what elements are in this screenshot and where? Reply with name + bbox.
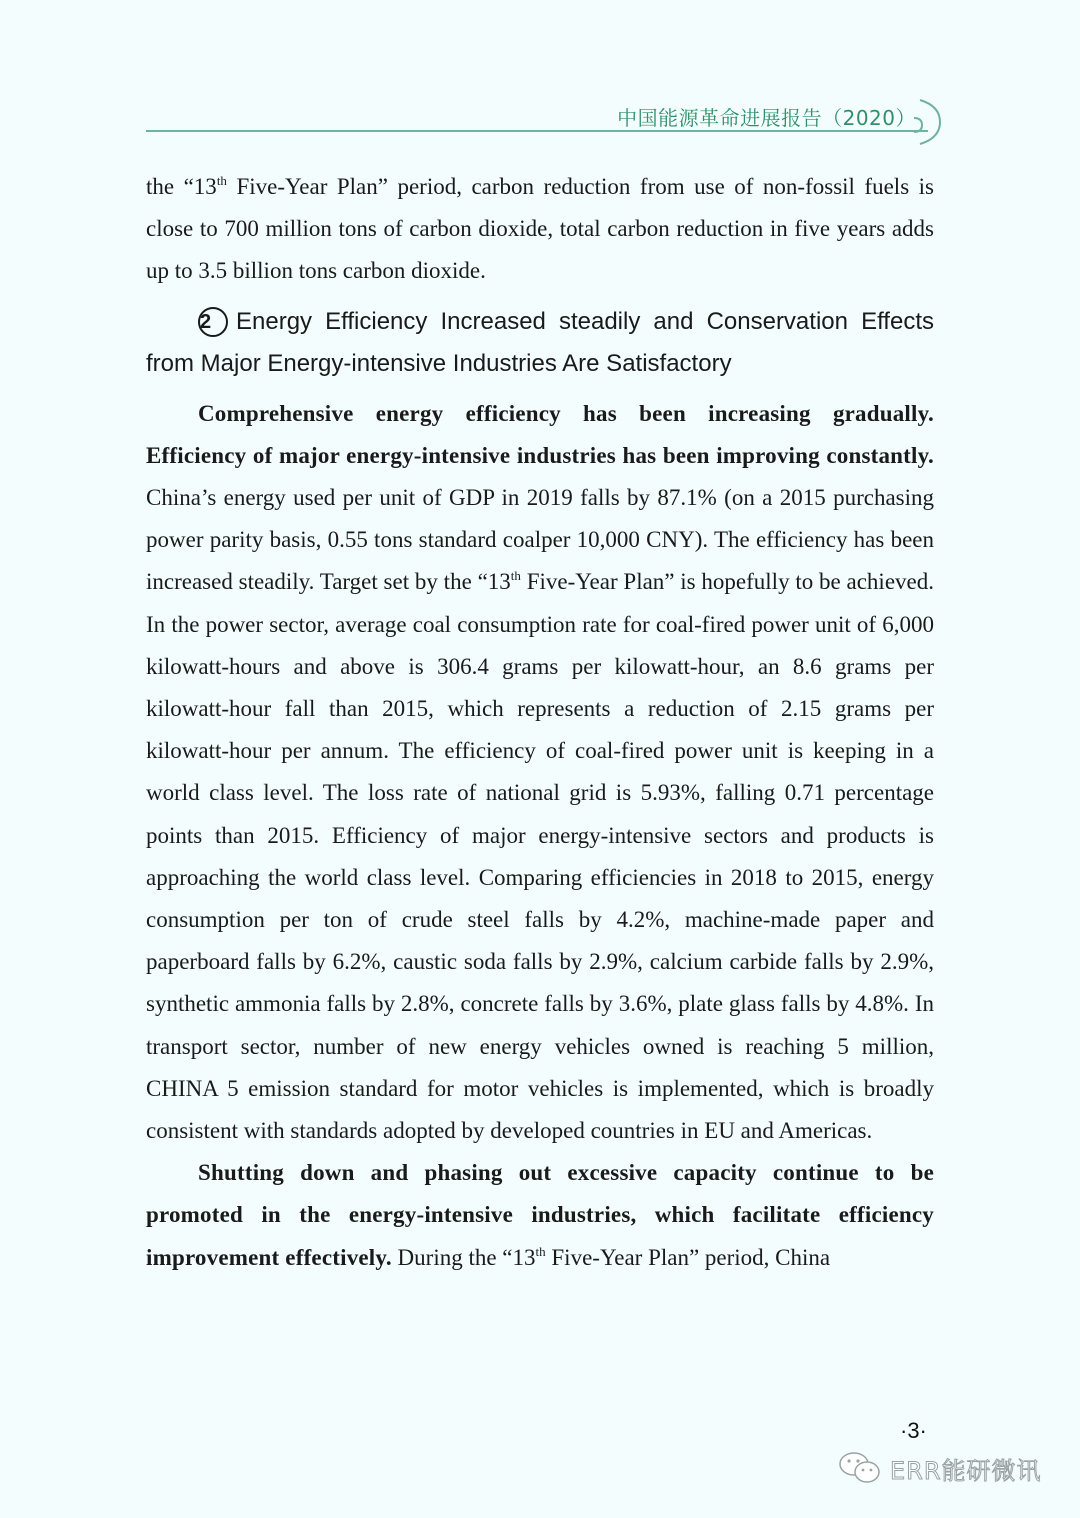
section-heading-text: Energy Efficiency Increased steadily and Conservation Effects from Major Energy-intensive Industries Are Satisfactory <box>146 307 934 377</box>
text-run: China’s energy used per unit of GDP in 2019 falls by 87.1% (on a 2015 purchasing power parity basis, 0.55 tons standard coalper 10,000 CNY). The efficiency has been increased steadily. Target set by the “13 <box>146 485 934 595</box>
text-run: Five-Year Plan” is hopefully to be achieved. In the power sector, average coal consumption rate for coal-fired power unit of 6,000 kilowatt-hours and above is 306.4 grams per kilowatt-hour, an 8.6 grams per kilowatt-hour fall than 2015, which represents a reduction of 2.15 grams per kilowatt-hour per annum. The efficiency of coal-fired power unit is keeping in a world class level. The loss rate of national grid is 5.93%, falling 0.71 percentage points than 2015. Efficiency of major energy-intensive sectors and products is approaching the world class level. Comparing efficiencies in 2018 to 2015, energy consumption per ton of crude steel falls by 4.2%, machine-made paper and paperboard falls by 6.2%, caustic soda falls by 2.9%, calcium carbide falls by 2.9%, synthetic ammonia falls by 2.8%, concrete falls by 3.6%, plate glass falls by 4.8%. In transport sector, number of new energy vehicles owned is reaching 5 million, CHINA 5 emission standard for motor vehicles is implemented, which is broadly consistent with standards adopted by developed countries in EU and Americas. <box>146 569 934 1144</box>
running-header <box>146 96 946 146</box>
report-title: 中国能源革命进展报告（2020） <box>617 106 916 130</box>
header-rule <box>146 130 928 132</box>
section-heading <box>146 301 934 385</box>
text-run: the “13 <box>146 174 217 199</box>
document-body <box>146 166 934 1279</box>
ordinal-suffix: th <box>216 173 227 188</box>
ordinal-suffix: th <box>535 1243 546 1259</box>
paragraph-energy-efficiency <box>146 393 934 1153</box>
text-run: Five-Year Plan” period, carbon reduction from use of non-fossil fuels is close to 700 million tons of carbon dioxide, total carbon reduction in five years adds up to 3.5 billion tons carbon dioxide. <box>146 174 934 284</box>
text-run: During the “13 <box>391 1244 536 1270</box>
header-bracket-decoration <box>906 96 946 146</box>
ordinal-suffix: th <box>510 568 521 584</box>
paragraph-lead: Shutting down and phasing out excessive capacity continue to be promoted in the energy-intensive industries, which facilitate efficiency improvement effectively. <box>146 1160 934 1270</box>
wechat-icon <box>838 1450 882 1486</box>
watermark <box>838 1450 1042 1486</box>
paragraph-carbon-reduction <box>146 166 934 293</box>
paragraph-excess-capacity <box>146 1152 934 1279</box>
paragraph-lead: Comprehensive energy efficiency has been increasing gradually. Efficiency of major energy-intensive industries has been improving constantly. <box>146 400 934 468</box>
watermark-text: ERR能研微讯 <box>890 1456 1042 1485</box>
circled-number: 2 <box>198 307 228 337</box>
page-number: ·3· <box>900 1418 927 1443</box>
text-run: Five-Year Plan” period, China <box>545 1244 831 1270</box>
